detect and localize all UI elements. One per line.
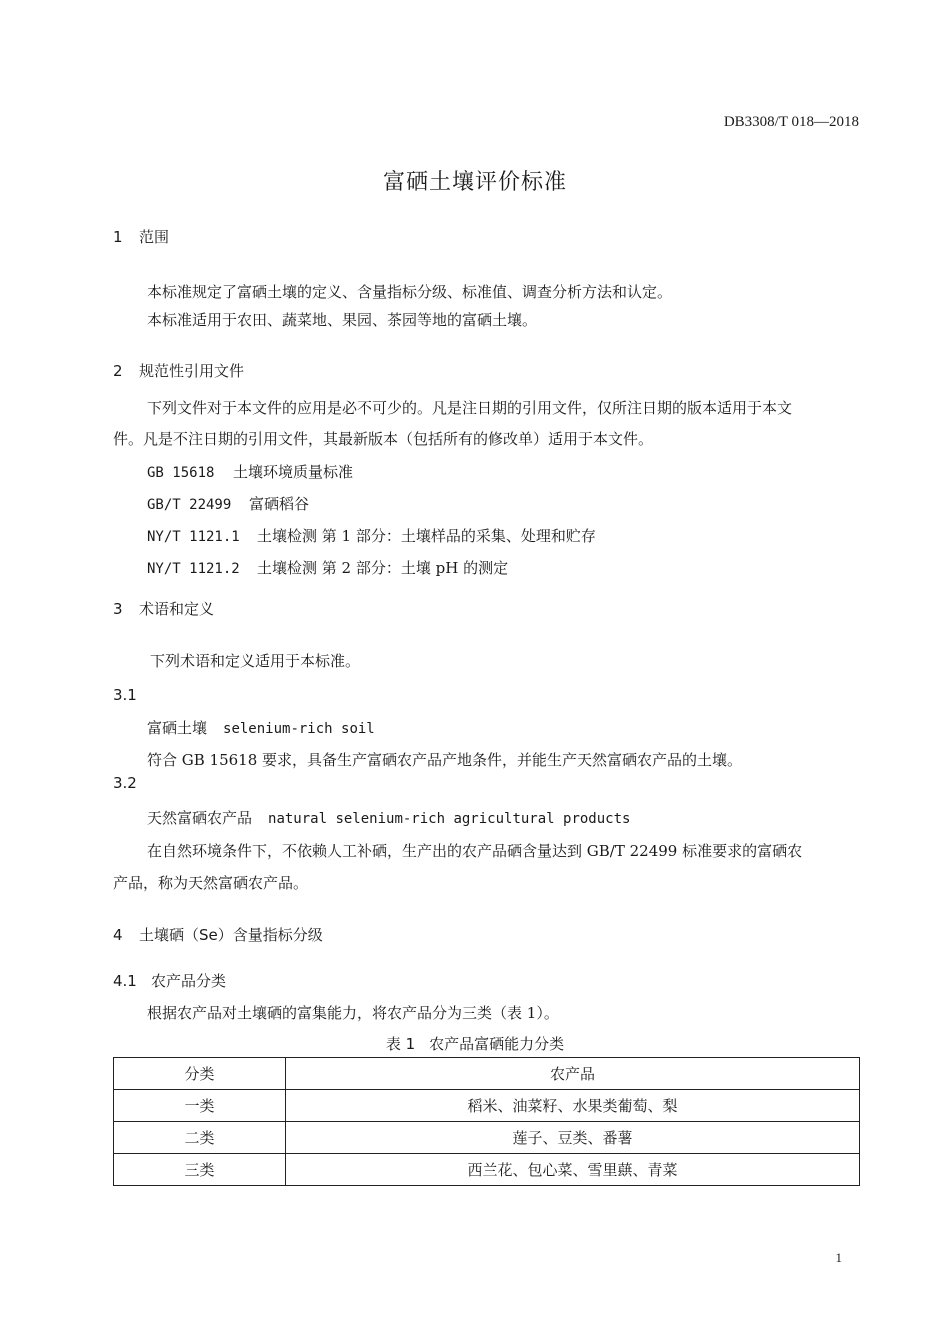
reference-title: 土壤检测 第 1 部分：土壤样品的采集、处理和贮存 <box>257 527 596 545</box>
scope-paragraph-2: 本标准适用于农田、蔬菜地、果园、茶园等地的富硒土壤。 <box>147 311 538 329</box>
section-number: 3 <box>113 600 123 618</box>
table-row <box>114 1154 860 1186</box>
term-definition: 符合 GB 15618 要求，具备生产富硒农产品产地条件，并能生产天然富硒农产品的土壤。 <box>147 751 743 769</box>
reference-item <box>147 493 309 514</box>
term-definition-line-1: 在自然环境条件下，不依赖人工补硒，生产出的农产品硒含量达到 GB/T 22499 标准要求的富硒农 <box>147 842 803 860</box>
section-title: 土壤硒（Se）含量指标分级 <box>139 926 323 944</box>
scope-paragraph-1: 本标准规定了富硒土壤的定义、含量指标分级、标准值、调查分析方法和认定。 <box>147 283 673 301</box>
reference-item <box>147 461 353 482</box>
section-number: 2 <box>113 362 123 380</box>
section-heading-terms-definitions <box>113 598 214 619</box>
classification-intro: 根据农产品对土壤硒的富集能力，将农产品分为三类（表 1）。 <box>147 1004 559 1022</box>
table-header-category: 分类 <box>114 1058 286 1090</box>
term-definition-line-2: 产品，称为天然富硒农产品。 <box>113 874 309 892</box>
term-chinese: 天然富硒农产品 <box>147 809 253 827</box>
term-english: natural selenium-rich agricultural products <box>268 811 631 827</box>
references-intro-line-2: 件。凡是不注日期的引用文件，其最新版本（包括所有的修改单）适用于本文件。 <box>113 430 654 448</box>
section-title: 规范性引用文件 <box>139 362 245 380</box>
page-number: 1 <box>835 1250 842 1265</box>
reference-title: 土壤检测 第 2 部分：土壤 pH 的测定 <box>257 559 509 577</box>
subsection-title: 农产品分类 <box>151 972 227 990</box>
references-intro-line-1: 下列文件对于本文件的应用是必不可少的。凡是注日期的引用文件，仅所注日期的版本适用于本文 <box>147 399 793 417</box>
table-header-row <box>114 1058 860 1090</box>
reference-code: GB 15618 <box>147 465 215 481</box>
term-name <box>147 717 375 738</box>
section-heading-scope <box>113 226 169 247</box>
reference-title: 富硒稻谷 <box>249 495 310 513</box>
terms-intro: 下列术语和定义适用于本标准。 <box>150 652 361 670</box>
document-number: DB3308/T 018—2018 <box>723 114 859 130</box>
term-chinese: 富硒土壤 <box>147 719 208 737</box>
reference-code: NY/T 1121.1 <box>147 529 240 545</box>
reference-title: 土壤环境质量标准 <box>233 463 354 481</box>
table-cell-products: 西兰花、包心菜、雪里蕻、青菜 <box>286 1154 860 1186</box>
section-heading-selenium-grading <box>113 924 323 945</box>
table-row <box>114 1090 860 1122</box>
term-name <box>147 807 630 828</box>
section-number: 1 <box>113 228 123 246</box>
reference-code: GB/T 22499 <box>147 497 232 513</box>
term-number: 3.2 <box>113 774 137 792</box>
subsection-heading-product-classification <box>113 970 226 991</box>
table-cell-category: 三类 <box>114 1154 286 1186</box>
table-header-products: 农产品 <box>286 1058 860 1090</box>
section-title: 范围 <box>139 228 170 246</box>
reference-item <box>147 525 596 546</box>
table-cell-category: 二类 <box>114 1122 286 1154</box>
term-number: 3.1 <box>113 686 137 704</box>
table-cell-category: 一类 <box>114 1090 286 1122</box>
section-number: 4 <box>113 926 123 944</box>
reference-item <box>147 557 508 578</box>
table-caption <box>0 1033 950 1054</box>
table-cell-products: 稻米、油菜籽、水果类葡萄、梨 <box>286 1090 860 1122</box>
classification-table <box>113 1057 860 1186</box>
term-english: selenium-rich soil <box>223 721 375 737</box>
table-row <box>114 1122 860 1154</box>
table-caption-title: 农产品富硒能力分类 <box>429 1035 565 1053</box>
section-title: 术语和定义 <box>139 600 215 618</box>
section-heading-normative-references <box>113 360 244 381</box>
subsection-number: 4.1 <box>113 972 137 990</box>
reference-code: NY/T 1121.2 <box>147 561 240 577</box>
table-cell-products: 莲子、豆类、番薯 <box>286 1122 860 1154</box>
table-caption-number: 表 1 <box>385 1035 416 1053</box>
page-title: 富硒土壤评价标准 <box>382 170 567 195</box>
